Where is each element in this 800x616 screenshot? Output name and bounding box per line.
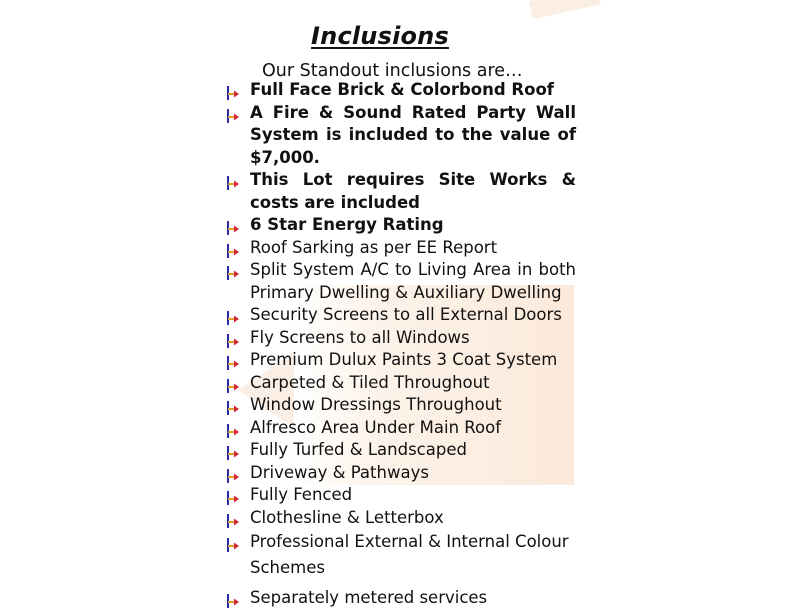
list-item xyxy=(224,169,576,214)
list-item xyxy=(224,327,576,350)
arrow-bullet-icon xyxy=(224,220,240,236)
list-item-text: 6 Star Energy Rating xyxy=(250,215,444,234)
list-item-text: Professional External & Internal Colour Schemes xyxy=(250,532,569,577)
arrow-bullet-icon xyxy=(224,490,240,506)
list-item-text: Fully Turfed & Landscaped xyxy=(250,440,467,459)
arrow-bullet-icon xyxy=(224,333,240,349)
list-item xyxy=(224,102,576,170)
arrow-bullet-icon xyxy=(224,423,240,439)
watermark-shape xyxy=(529,0,601,19)
list-item xyxy=(224,79,576,102)
arrow-bullet-icon xyxy=(224,468,240,484)
list-item xyxy=(224,237,576,260)
list-item-text: Roof Sarking as per EE Report xyxy=(250,237,498,257)
list-item xyxy=(224,304,576,327)
list-item xyxy=(224,484,576,507)
list-item-text: Premium Dulux Paints 3 Coat System xyxy=(250,350,558,369)
arrow-bullet-icon xyxy=(224,243,240,259)
list-item-text: Separately metered services xyxy=(250,588,488,607)
list-item-text: Split System A/C to Living Area in both Primary Dwelling & Auxiliary Dwelling xyxy=(250,260,576,302)
arrow-bullet-icon xyxy=(224,593,240,609)
list-item-text: Fly Screens to all Windows xyxy=(250,327,470,347)
list-item xyxy=(224,439,576,462)
list-item-text: Security Screens to all External Doors xyxy=(250,305,562,324)
list-item xyxy=(224,529,576,581)
list-item-text: A Fire & Sound Rated Party Wall System is included to the value of $7,000. xyxy=(250,102,576,167)
list-item-text: Full Face Brick & Colorbond Roof xyxy=(250,80,554,99)
inclusions-list xyxy=(224,79,576,610)
list-item-text: Carpeted & Tiled Throughout xyxy=(250,372,490,392)
arrow-bullet-icon xyxy=(224,400,240,416)
list-item xyxy=(224,259,576,304)
list-item-text: Window Dressings Throughout xyxy=(250,395,502,414)
list-item xyxy=(224,462,576,485)
arrow-bullet-icon xyxy=(224,535,240,551)
list-item-text: Clothesline & Letterbox xyxy=(250,507,444,527)
arrow-bullet-icon xyxy=(224,445,240,461)
arrow-bullet-icon xyxy=(224,108,240,124)
arrow-bullet-icon xyxy=(224,265,240,281)
list-item-text: Alfresco Area Under Main Roof xyxy=(250,417,502,437)
list-item-text: This Lot requires Site Works & costs are included xyxy=(250,170,576,212)
list-item xyxy=(224,214,576,237)
list-item xyxy=(224,417,576,440)
arrow-bullet-icon xyxy=(224,513,240,529)
arrow-bullet-icon xyxy=(224,378,240,394)
list-item-text: Fully Fenced xyxy=(250,485,353,504)
arrow-bullet-icon xyxy=(224,85,240,101)
arrow-bullet-icon xyxy=(224,175,240,191)
list-item-text: Driveway & Pathways xyxy=(250,462,429,482)
list-item xyxy=(224,587,576,610)
list-item xyxy=(224,372,576,395)
page-title: Inclusions xyxy=(311,22,449,50)
arrow-bullet-icon xyxy=(224,355,240,371)
subtitle: Our Standout inclusions are… xyxy=(262,61,523,81)
arrow-bullet-icon xyxy=(224,310,240,326)
list-item xyxy=(224,394,576,417)
list-item xyxy=(224,507,576,530)
list-item xyxy=(224,349,576,372)
